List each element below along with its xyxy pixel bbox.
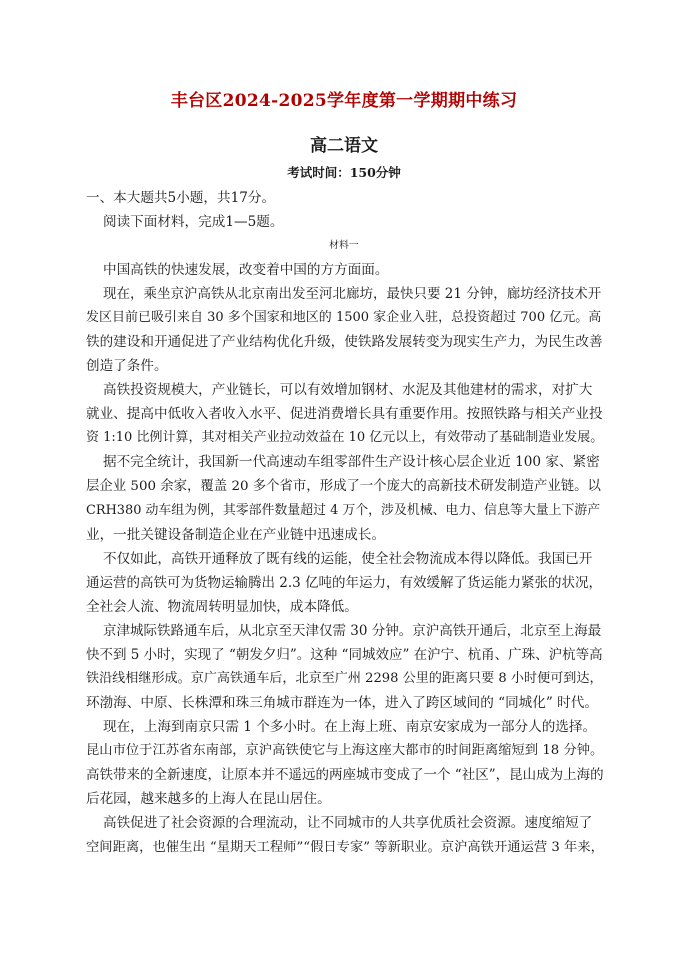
paragraph-line: 创造了条件。 (86, 358, 168, 374)
document-title: 丰台区2024-2025学年度第一学期期中练习 (170, 91, 518, 111)
document-subtitle: 高二语文 (310, 136, 378, 156)
paragraph-line: 快不到 5 小时，实现了 “朝发夕归”。这种 “同城效应” 在沪宁、杭甬、广珠、沪杭等高 (86, 647, 603, 663)
paragraph-line: 通运营的高铁可为货物运输腾出 2.3 亿吨的年运力，有效缓解了货运能力紧张的状况， (86, 575, 603, 591)
paragraph-line: 发区目前已吸引来自 30 多个国家和地区的 1500 家企业入驻，总投资超过 700 亿元。高 (86, 310, 602, 325)
paragraph-line: 环渤海、中原、长株潭和珠三角城市群连为一体，进入了跨区域间的 “同城化” 时代。 (86, 695, 598, 711)
paragraph-line: 资 1:10 比例计算，其对相关产业拉动效益在 10 亿元以上，有效带动了基础制造业发展。 (86, 430, 604, 445)
paragraph-line: 京津城际铁路通车后，从北京至天津仅需 30 分钟。京沪高铁开通后，北京至上海最 (103, 623, 602, 639)
paragraph-line: 就业、提高中低收入者收入水平、促进消费增长具有重要作用。按照铁路与相关产业投 (86, 406, 603, 422)
paragraph-line: 高铁投资规模大，产业链长，可以有效增加钢材、水泥及其他建材的需求，对扩大 (103, 382, 593, 398)
paragraph-line: 据不完全统计，我国新一代高速动车组零部件生产设计核心层企业近 100 家、紧密 (103, 454, 600, 470)
paragraph-line: 现在，乘坐京沪高铁从北京南出发至河北廊坊，最快只要 21 分钟，廊坊经济技术开 (103, 286, 602, 302)
paragraph-line: 高铁促进了社会资源的合理流动，让不同城市的人共享优质社会资源。速度缩短了 (103, 815, 593, 831)
paragraph-line: CRH380 动车组为例，其零部件数量超过 4 万个，涉及机械、电力、信息等大量上下游产 (86, 503, 601, 518)
paragraph-line: 不仅如此，高铁开通释放了既有线的运能，使全社会物流成本得以降低。我国已开 (103, 551, 593, 567)
paragraph-line: 后花园，越来越多的上海人在昆山居住。 (86, 791, 331, 807)
section-heading: 一、本大题共5小题，共17分。 (86, 190, 276, 206)
paragraph-line: 业，一批关键设备制造企业在产业链中迅速成长。 (86, 527, 386, 543)
paragraph-line: 高铁带来的全新速度，让原本并不遥远的两座城市变成了一个 “社区”，昆山成为上海的 (86, 767, 604, 783)
section-instruction: 阅读下面材料，完成1—5题。 (103, 214, 284, 230)
paragraph-line: 全社会人流、物流周转明显加快，成本降低。 (86, 599, 358, 615)
paragraph-line: 层企业 500 余家，覆盖 20 多个省市，形成了一个庞大的高新技术研发制造产业链。以 (86, 479, 601, 494)
paragraph-line: 现在，上海到南京只需 1 个多小时。在上海上班、南京安家成为一部分人的选择。 (103, 719, 597, 735)
paragraph-line: 中国高铁的快速发展，改变着中国的方方面面。 (103, 262, 389, 278)
paragraph-line: 昆山市位于江苏省东南部，京沪高铁使它与上海这座大都市的时间距离缩短到 18 分钟。 (86, 743, 604, 758)
material-label: 材料一 (329, 240, 359, 251)
exam-time: 考试时间：150分钟 (287, 165, 401, 180)
paragraph-line: 空间距离，也催生出 “星期天工程师”“假日专家” 等新职业。京沪高铁开通运营 3 年来， (86, 840, 604, 855)
paragraph-line: 铁沿线相继形成。京广高铁通车后，北京至广州 2298 公里的距离只要 8 小时便可到达， (86, 671, 603, 686)
paragraph-line: 铁的建设和开通促进了产业结构优化升级，使铁路发展转变为现实生产力，为民生改善 (86, 334, 603, 350)
